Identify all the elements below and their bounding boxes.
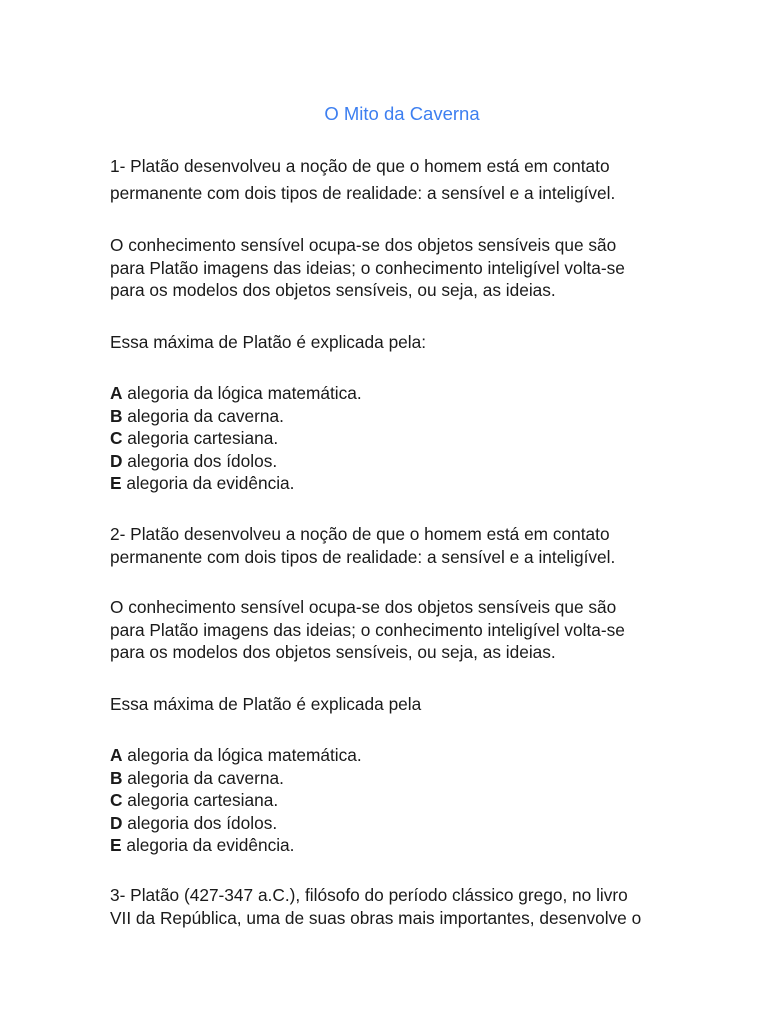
option-letter: B (110, 405, 123, 426)
option-text: alegoria da caverna. (127, 405, 284, 426)
question-1-intro-line: permanente com dois tipos de realidade: a sensível e a inteligível. (110, 182, 616, 203)
document-page (110, 0, 710, 1024)
question-2-option-d (110, 812, 710, 835)
question-1-option-b (110, 405, 710, 428)
question-2-context-line: para os modelos dos objetos sensíveis, ou seja, as ideias. (110, 642, 556, 662)
question-1-context-line: para os modelos dos objetos sensíveis, ou seja, as ideias. (110, 280, 556, 300)
question-1-options (110, 382, 710, 495)
question-1-option-a (110, 382, 710, 405)
option-text: alegoria cartesiana. (127, 428, 279, 448)
question-1-context-line: para Platão imagens das ideias; o conhecimento inteligível volta-se (110, 257, 625, 278)
option-text: alegoria cartesiana. (127, 790, 279, 810)
option-letter: A (110, 745, 123, 765)
question-1-option-c (110, 427, 710, 450)
option-letter: C (110, 428, 123, 448)
question-2-option-a (110, 744, 710, 767)
question-2-context-line: para Platão imagens das ideias; o conhecimento inteligível volta-se (110, 619, 625, 640)
option-letter: B (110, 767, 123, 788)
question-2-context-line: O conhecimento sensível ocupa-se dos objetos sensíveis que são (110, 597, 617, 617)
option-letter: E (110, 473, 122, 493)
question-2-options (110, 744, 710, 857)
question-2-option-b (110, 767, 710, 790)
option-text: alegoria da evidência. (126, 835, 295, 855)
question-3-intro-line: VII da República, uma de suas obras mais importantes, desenvolve o (110, 907, 642, 928)
question-1-prompt: Essa máxima de Platão é explicada pela: (110, 332, 427, 352)
question-1-intro-line: 1- Platão desenvolveu a noção de que o homem está em contato (110, 156, 610, 176)
option-letter: D (110, 450, 123, 471)
option-text: alegoria dos ídolos. (127, 450, 278, 471)
question-2-option-e (110, 834, 710, 857)
question-2-intro-line: 2- Platão desenvolveu a noção de que o homem está em contato (110, 524, 610, 544)
question-2-intro (110, 523, 710, 568)
option-letter: E (110, 835, 122, 855)
option-text: alegoria da lógica matemática. (127, 383, 362, 403)
question-3-intro-line: 3- Platão (427-347 a.C.), filósofo do período clássico grego, no livro (110, 885, 628, 905)
question-1-context (110, 234, 710, 302)
question-1-context-line: O conhecimento sensível ocupa-se dos objetos sensíveis que são (110, 235, 617, 255)
question-1-option-d (110, 450, 710, 473)
option-letter: D (110, 812, 123, 833)
option-text: alegoria da evidência. (126, 473, 295, 493)
question-1-option-e (110, 472, 710, 495)
option-text: alegoria da lógica matemática. (127, 745, 362, 765)
option-letter: A (110, 383, 123, 403)
question-2-option-c (110, 789, 710, 812)
question-1-intro (110, 155, 710, 204)
option-text: alegoria da caverna. (127, 767, 284, 788)
question-2-intro-line: permanente com dois tipos de realidade: a sensível e a inteligível. (110, 546, 616, 567)
option-letter: C (110, 790, 123, 810)
option-text: alegoria dos ídolos. (127, 812, 278, 833)
question-2-prompt: Essa máxima de Platão é explicada pela (110, 694, 422, 714)
document-title: O Mito da Caverna (324, 103, 480, 124)
question-2-context (110, 596, 710, 664)
question-3-intro (110, 884, 710, 929)
